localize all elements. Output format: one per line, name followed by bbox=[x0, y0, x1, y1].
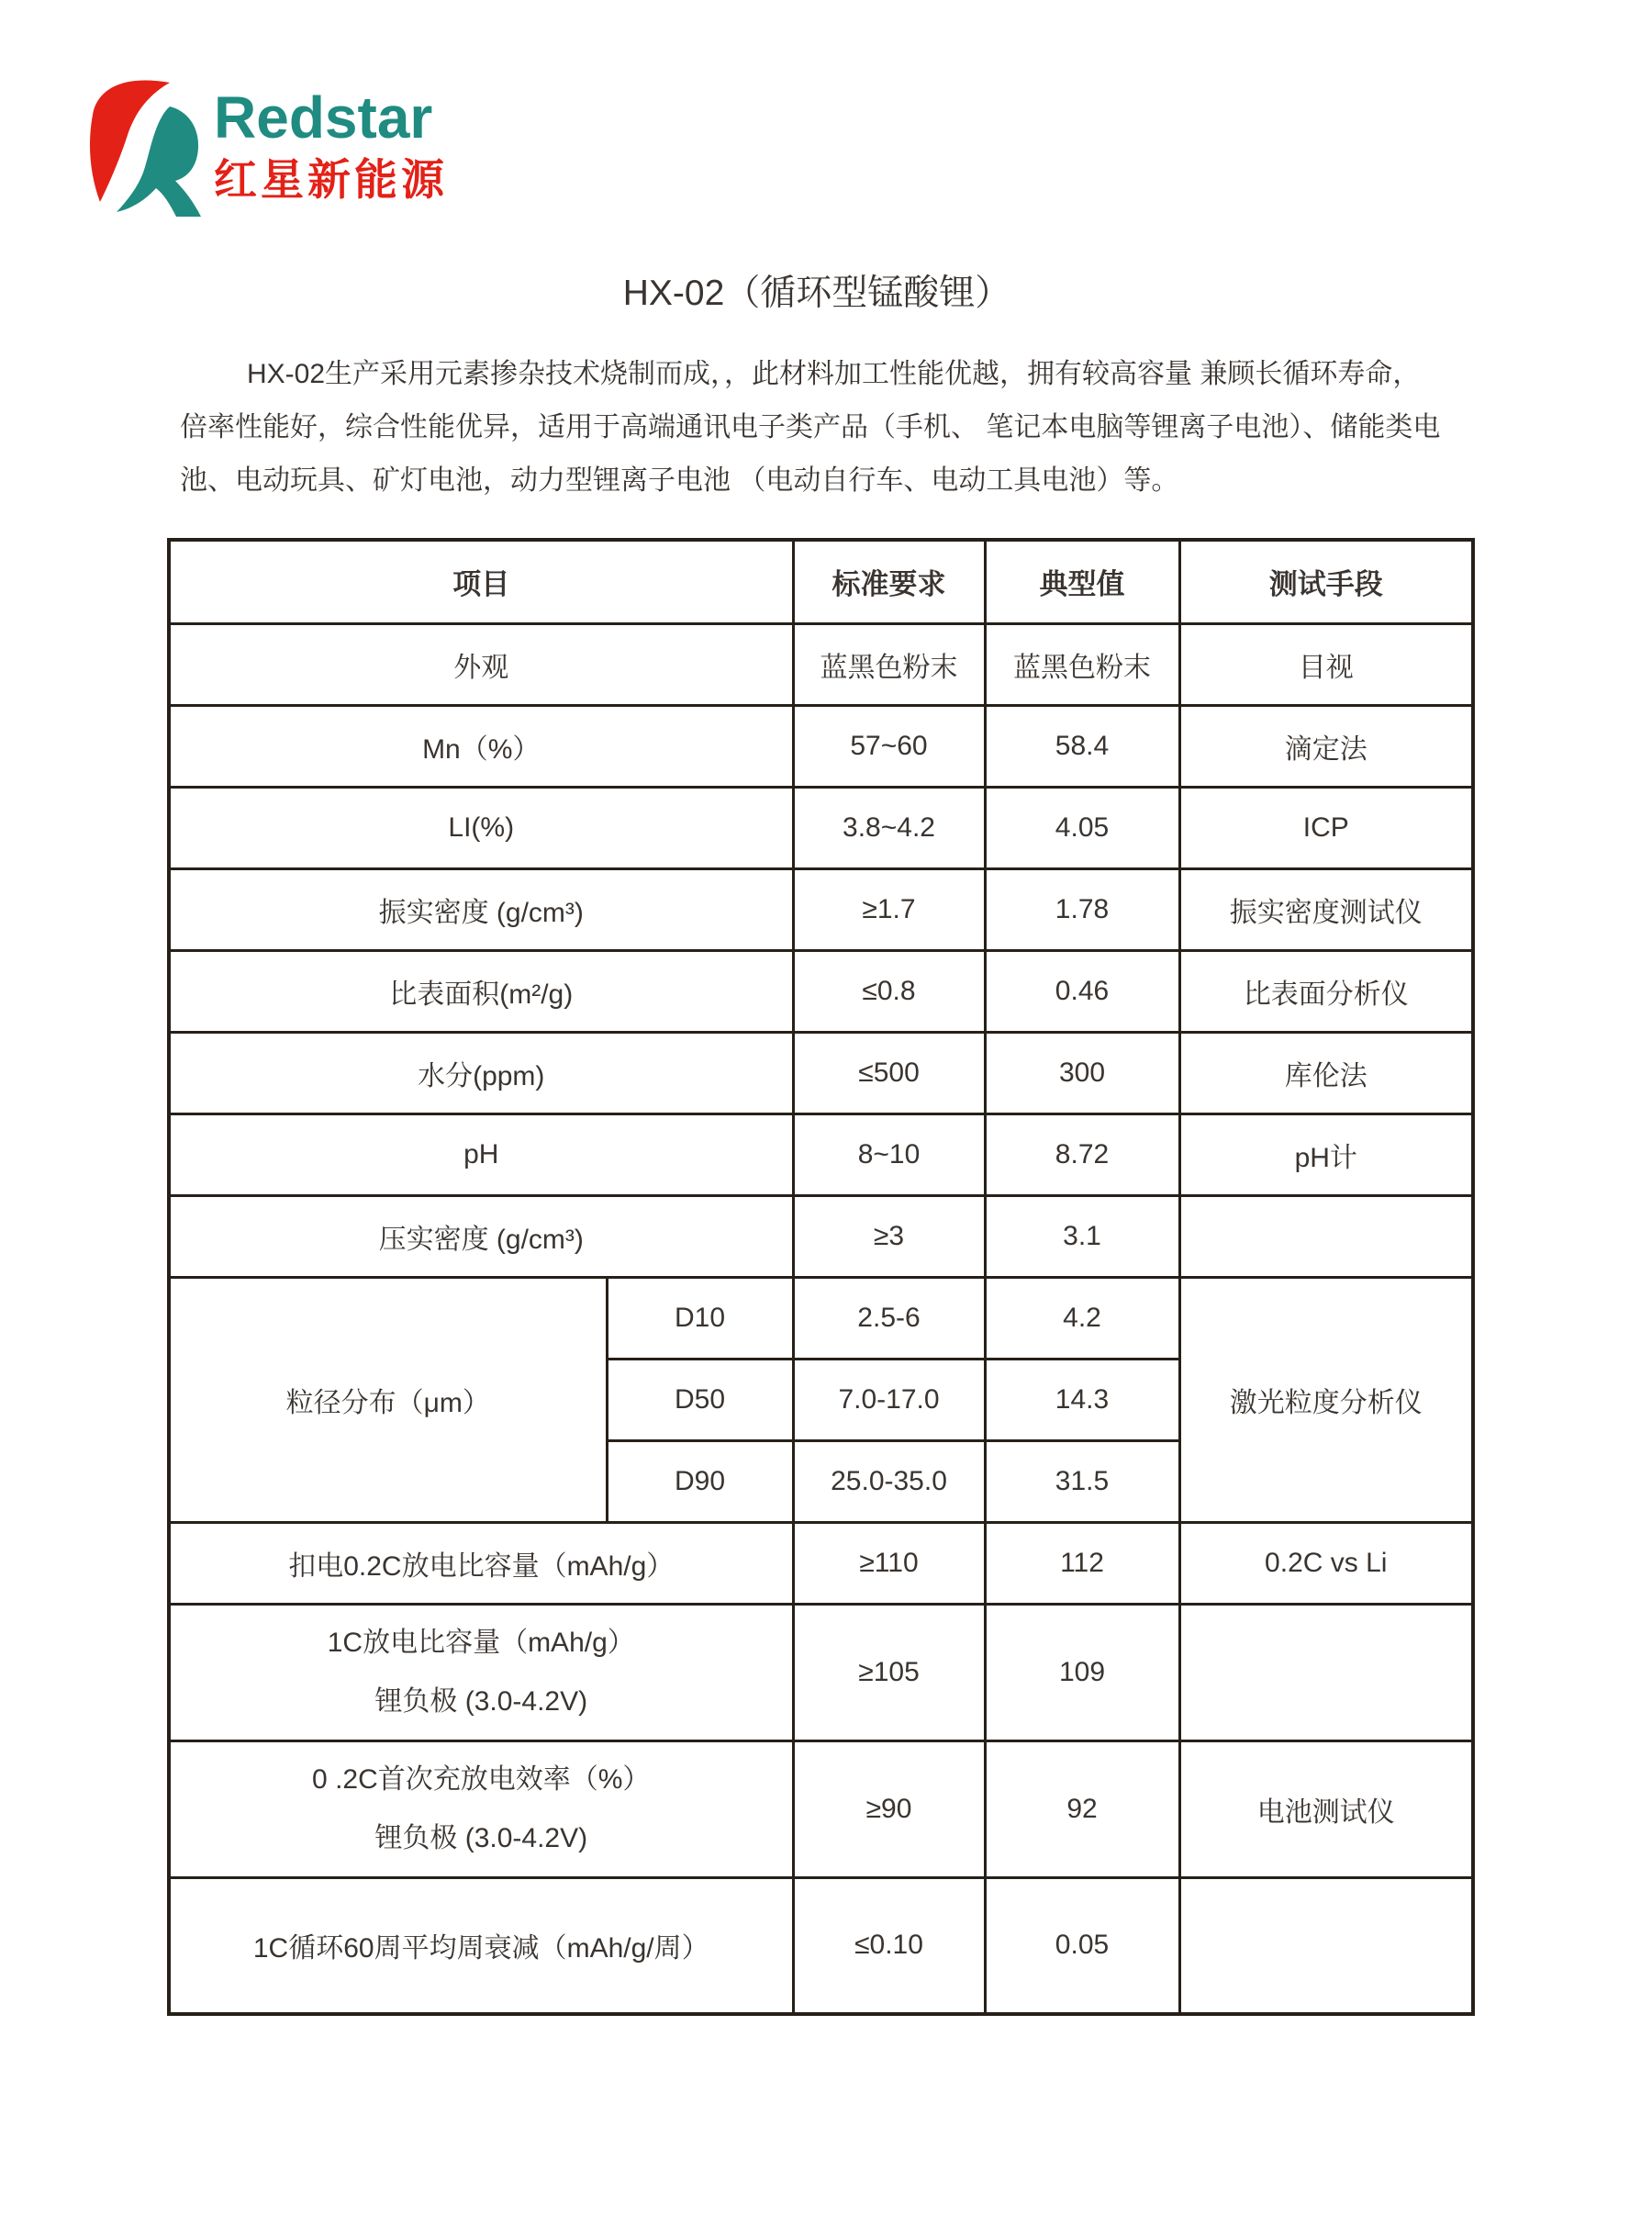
cell-coin-capacity-standard: ≥110 bbox=[793, 1522, 985, 1604]
cell-psd-method: 激光粒度分析仪 bbox=[1179, 1277, 1473, 1522]
cell-1c-capacity-standard: ≥105 bbox=[793, 1604, 985, 1740]
row-cycle-fade bbox=[169, 1877, 1473, 2014]
cell-psd-d90-label: D90 bbox=[607, 1440, 793, 1522]
cell-first-efficiency-item-line2: 锂负极 (3.0-4.2V) bbox=[374, 1822, 588, 1853]
cell-first-efficiency-item bbox=[169, 1740, 793, 1877]
header-typical: 典型值 bbox=[985, 540, 1179, 623]
cell-1c-capacity-item-line1: 1C放电比容量（mAh/g） bbox=[327, 1627, 635, 1658]
cell-ph-standard: 8~10 bbox=[793, 1114, 985, 1195]
row-first-efficiency bbox=[169, 1740, 1473, 1877]
cell-compaction-density-standard: ≥3 bbox=[793, 1195, 985, 1277]
row-coin-capacity bbox=[169, 1522, 1473, 1604]
cell-tap-density-item: 振实密度 (g/cm³) bbox=[169, 868, 793, 950]
cell-li-method: ICP bbox=[1179, 787, 1473, 868]
row-1c-capacity bbox=[169, 1604, 1473, 1740]
cell-compaction-density-item: 压实密度 (g/cm³) bbox=[169, 1195, 793, 1277]
header-standard: 标准要求 bbox=[793, 540, 985, 623]
cell-coin-capacity-item: 扣电0.2C放电比容量（mAh/g） bbox=[169, 1522, 793, 1604]
cell-li-item: LI(%) bbox=[169, 787, 793, 868]
cell-tap-density-typical: 1.78 bbox=[985, 868, 1179, 950]
intro-line-1: HX-02生产采用元素掺杂技术烧制而成，，此材料加工性能优越，拥有较高容量 兼顾长循环寿命， bbox=[247, 359, 1421, 389]
cell-tap-density-standard: ≥1.7 bbox=[793, 868, 985, 950]
header-item: 项目 bbox=[169, 540, 793, 623]
cell-mn-item: Mn（%） bbox=[169, 705, 793, 787]
row-appearance bbox=[169, 623, 1473, 705]
cell-moisture-item: 水分(ppm) bbox=[169, 1032, 793, 1114]
cell-surface-area-standard: ≤0.8 bbox=[793, 950, 985, 1032]
cell-coin-capacity-method: 0.2C vs Li bbox=[1179, 1522, 1473, 1604]
cell-coin-capacity-typical: 112 bbox=[985, 1522, 1179, 1604]
cell-cycle-fade-typical: 0.05 bbox=[985, 1877, 1179, 2014]
header-method: 测试手段 bbox=[1179, 540, 1473, 623]
logo-text bbox=[214, 84, 448, 204]
cell-moisture-typical: 300 bbox=[985, 1032, 1179, 1114]
cell-mn-standard: 57~60 bbox=[793, 705, 985, 787]
cell-appearance-method: 目视 bbox=[1179, 623, 1473, 705]
cell-cycle-fade-standard: ≤0.10 bbox=[793, 1877, 985, 2014]
cell-ph-item: pH bbox=[169, 1114, 793, 1195]
row-li bbox=[169, 787, 1473, 868]
cell-appearance-standard: 蓝黑色粉末 bbox=[793, 623, 985, 705]
cell-cycle-fade-item: 1C循环60周平均周衰减（mAh/g/周） bbox=[169, 1877, 793, 2014]
cell-1c-capacity-item-line2: 锂负极 (3.0-4.2V) bbox=[374, 1685, 588, 1717]
cell-mn-method: 滴定法 bbox=[1179, 705, 1473, 787]
cell-appearance-typical: 蓝黑色粉末 bbox=[985, 623, 1179, 705]
cell-surface-area-method: 比表面分析仪 bbox=[1179, 950, 1473, 1032]
cell-psd-d50-standard: 7.0-17.0 bbox=[793, 1359, 985, 1440]
cell-compaction-density-typical: 3.1 bbox=[985, 1195, 1179, 1277]
cell-li-standard: 3.8~4.2 bbox=[793, 787, 985, 868]
cell-ph-typical: 8.72 bbox=[985, 1114, 1179, 1195]
spec-table bbox=[167, 538, 1475, 2016]
cell-surface-area-typical: 0.46 bbox=[985, 950, 1179, 1032]
row-psd-d10 bbox=[169, 1277, 1473, 1359]
row-mn bbox=[169, 705, 1473, 787]
table-header-row bbox=[169, 540, 1473, 623]
cell-first-efficiency-method: 电池测试仪 bbox=[1179, 1740, 1473, 1877]
cell-surface-area-item: 比表面积(m²/g) bbox=[169, 950, 793, 1032]
cell-first-efficiency-standard: ≥90 bbox=[793, 1740, 985, 1877]
cell-psd-d10-standard: 2.5-6 bbox=[793, 1277, 985, 1359]
cell-li-typical: 4.05 bbox=[985, 787, 1179, 868]
cell-psd-d10-typical: 4.2 bbox=[985, 1277, 1179, 1359]
intro-line-3: 池、电动玩具、矿灯电池，动力型锂离子电池 （电动自行车、电动工具电池）等。 bbox=[180, 465, 1179, 496]
cell-psd-d50-typical: 14.3 bbox=[985, 1359, 1179, 1440]
redstar-logo-mark bbox=[81, 70, 204, 217]
cell-tap-density-method: 振实密度测试仪 bbox=[1179, 868, 1473, 950]
row-tap-density bbox=[169, 868, 1473, 950]
brand-name-zh: 红星新能源 bbox=[214, 155, 448, 204]
cell-1c-capacity-method bbox=[1179, 1604, 1473, 1740]
row-ph bbox=[169, 1114, 1473, 1195]
cell-moisture-method: 库伦法 bbox=[1179, 1032, 1473, 1114]
cell-psd-d10-label: D10 bbox=[607, 1277, 793, 1359]
cell-moisture-standard: ≤500 bbox=[793, 1032, 985, 1114]
cell-ph-method: pH计 bbox=[1179, 1114, 1473, 1195]
brand-name-en: Redstar bbox=[214, 84, 433, 151]
cell-mn-typical: 58.4 bbox=[985, 705, 1179, 787]
cell-psd-d90-standard: 25.0-35.0 bbox=[793, 1440, 985, 1522]
cell-1c-capacity-item bbox=[169, 1604, 793, 1740]
row-compaction-density bbox=[169, 1195, 1473, 1277]
cell-first-efficiency-item-line1: 0 .2C首次充放电效率（%） bbox=[312, 1763, 651, 1795]
cell-cycle-fade-method bbox=[1179, 1877, 1473, 2014]
cell-appearance-item: 外观 bbox=[169, 623, 793, 705]
intro-line-2: 倍率性能好，综合性能优异，适用于高端通讯电子类产品（手机、 笔记本电脑等锂离子电池）、储能类电 bbox=[180, 412, 1441, 442]
page-title: HX-02（循环型锰酸锂） bbox=[622, 274, 1011, 313]
row-moisture bbox=[169, 1032, 1473, 1114]
row-surface-area bbox=[169, 950, 1473, 1032]
intro-paragraph bbox=[180, 348, 1465, 508]
cell-psd-d90-typical: 31.5 bbox=[985, 1440, 1179, 1522]
cell-first-efficiency-typical: 92 bbox=[985, 1740, 1179, 1877]
cell-1c-capacity-typical: 109 bbox=[985, 1604, 1179, 1740]
cell-psd-item: 粒径分布（μm） bbox=[169, 1277, 607, 1522]
cell-compaction-density-method bbox=[1179, 1195, 1473, 1277]
cell-psd-d50-label: D50 bbox=[607, 1359, 793, 1440]
